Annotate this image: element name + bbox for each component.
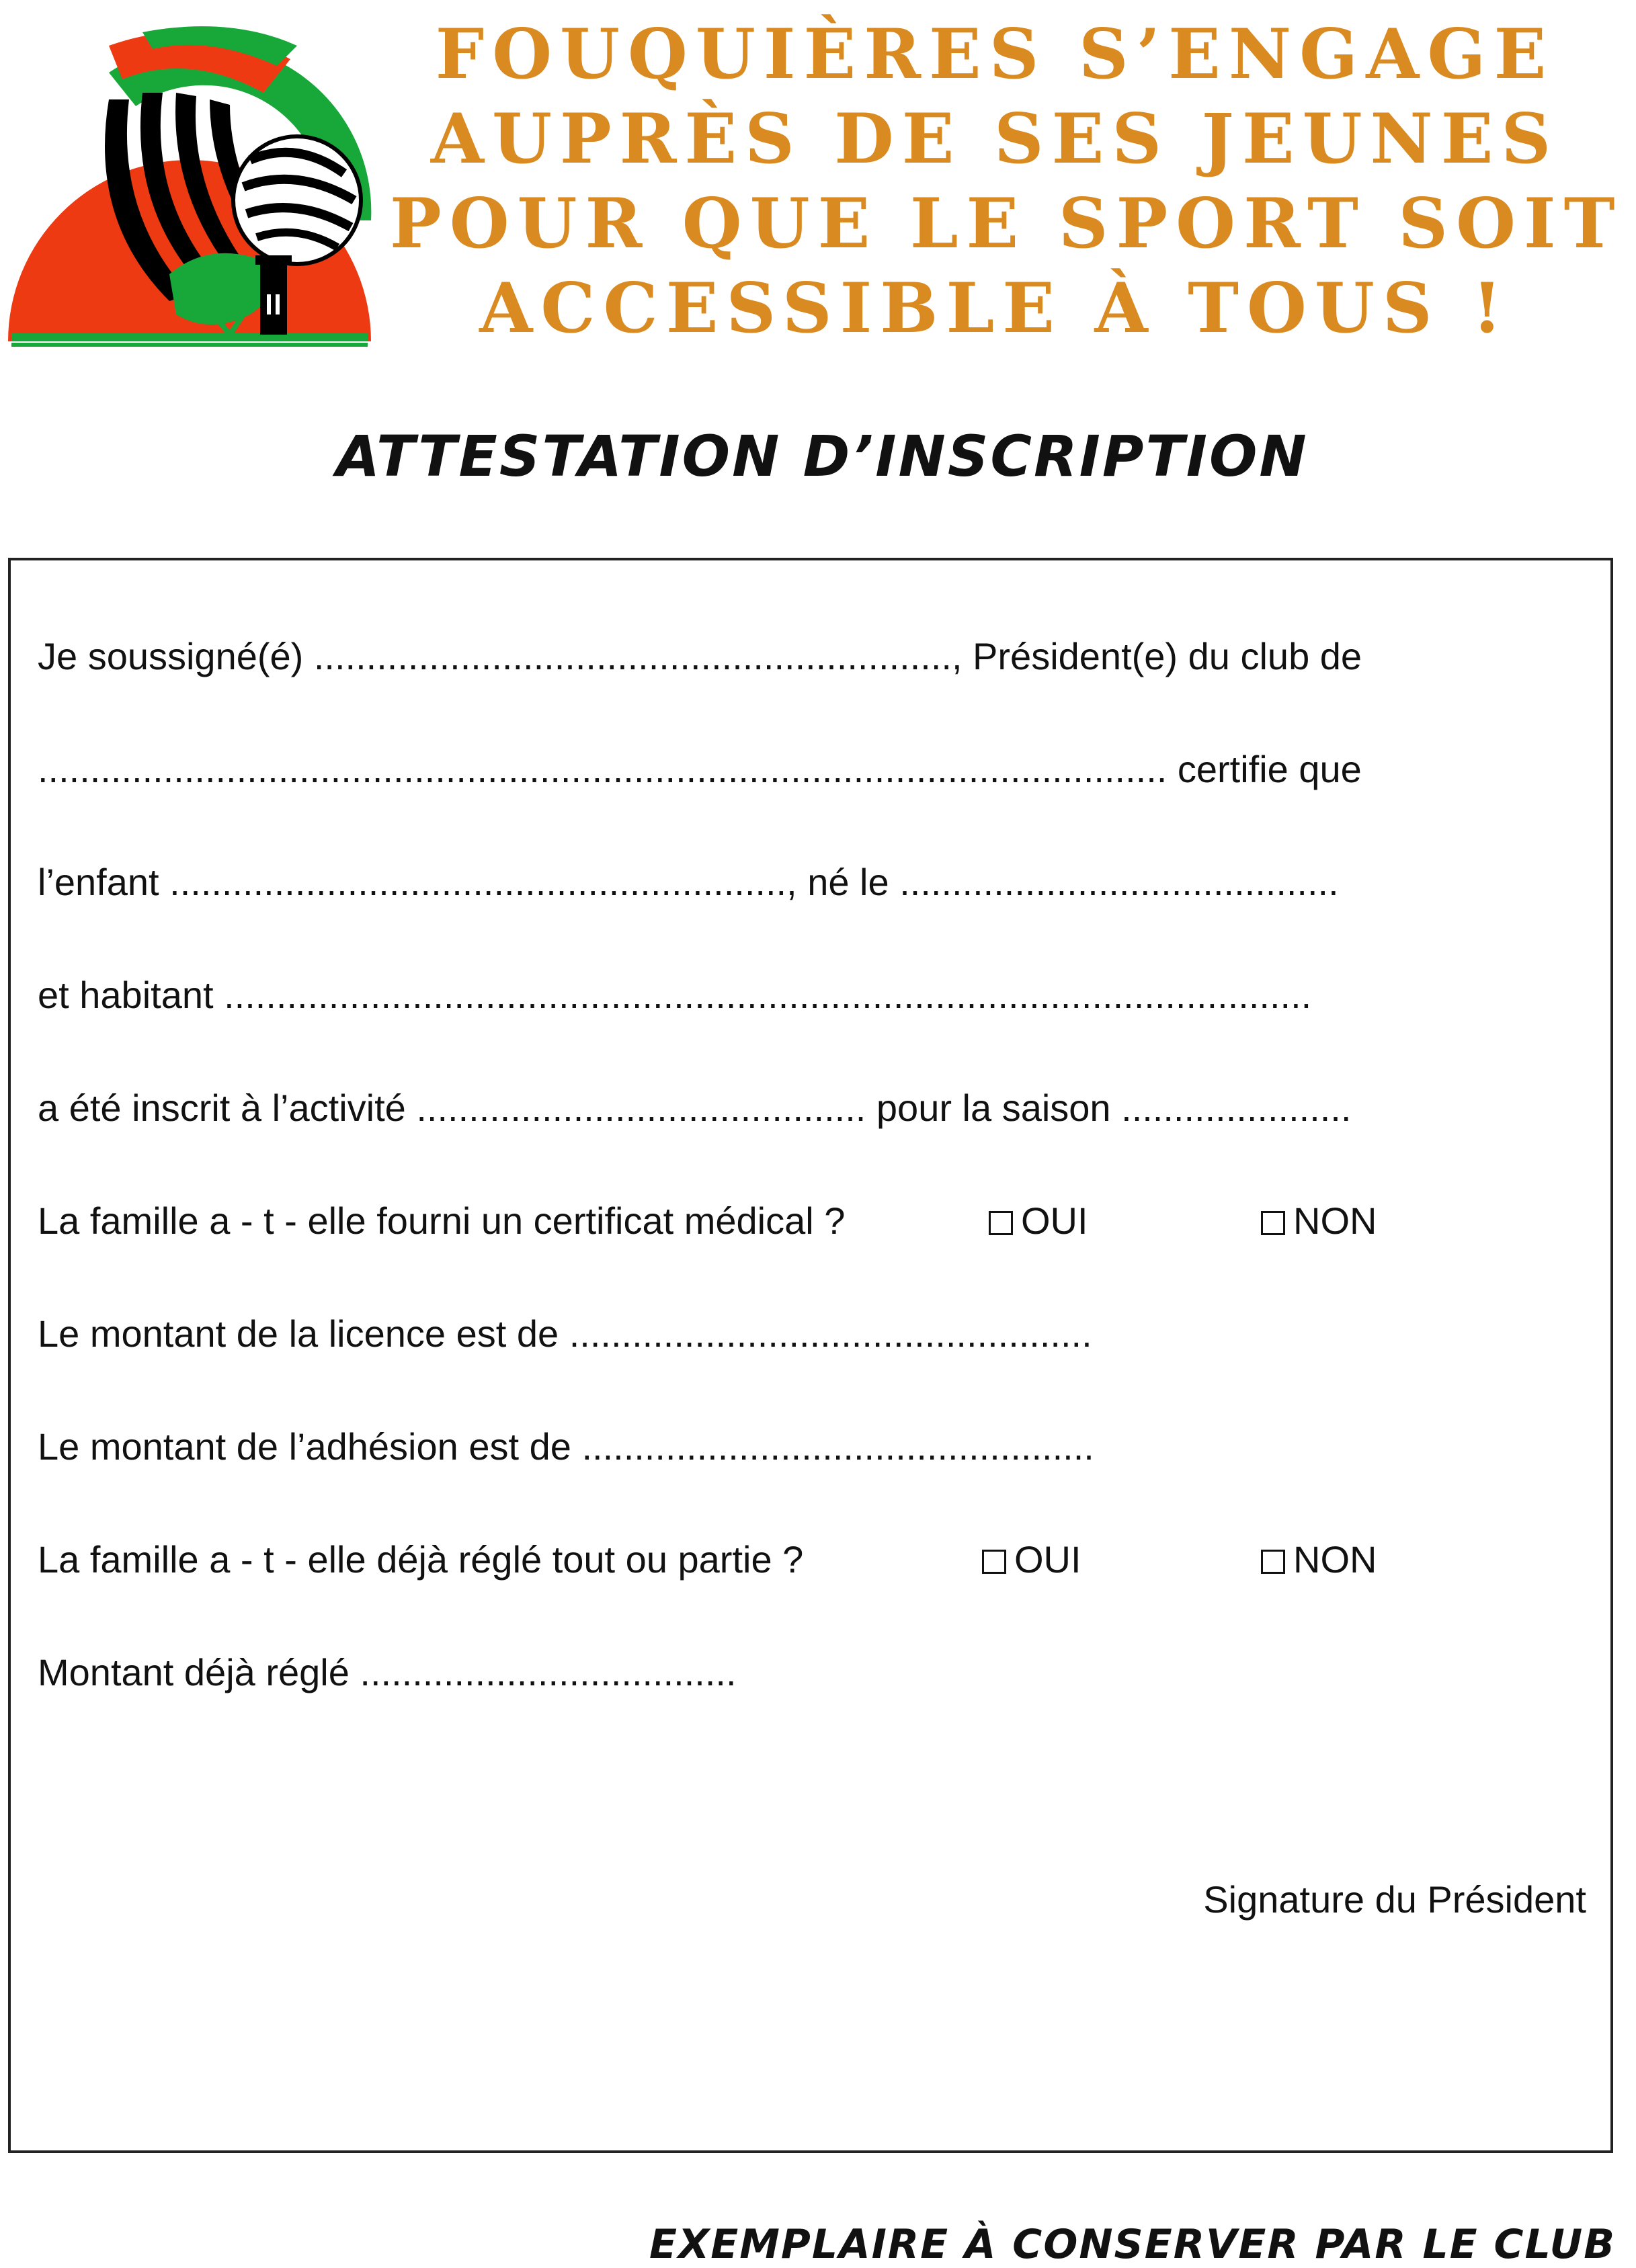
medical-certificate-no-option[interactable] xyxy=(1261,1198,1377,1245)
payment-no-option[interactable] xyxy=(1261,1536,1377,1583)
form-line-paid-amount: Montant déjà réglé .................................... xyxy=(38,1651,737,1693)
form-line-president: Je soussigné(é) ............................................................., Président(e) du club de xyxy=(38,635,1362,677)
payment-no-checkbox[interactable] xyxy=(1261,1550,1285,1574)
form-line-activity: a été inscrit à l’activité ........................................... pour la saison ...................... xyxy=(38,1087,1352,1129)
form-line-membership-amount: Le montant de l’adhésion est de ................................................. xyxy=(38,1425,1094,1468)
fouquieres-logo xyxy=(8,19,374,348)
headline-line-1: FOUQUIÈRES S’ENGAGE xyxy=(435,14,1555,95)
footer-note: EXEMPLAIRE À CONSERVER PAR LE CLUB xyxy=(649,2221,1616,2268)
headline-line-4: ACCESSIBLE À TOUS ! xyxy=(479,268,1510,349)
payment-no-label: NON xyxy=(1293,1538,1377,1581)
headline xyxy=(390,12,1623,351)
form-box xyxy=(8,558,1613,2153)
payment-yes-label: OUI xyxy=(1014,1538,1081,1581)
headline-line-2: AUPRÈS DE SES JEUNES xyxy=(430,99,1559,179)
signature-label: Signature du Président xyxy=(1203,1878,1586,1921)
medical-certificate-no-checkbox[interactable] xyxy=(1261,1211,1285,1235)
medical-certificate-yes-label: OUI xyxy=(1021,1200,1088,1242)
form-line-club: ............................................................................................................ certifie que xyxy=(38,748,1362,790)
form-line-child: l’enfant ..........................................................., né le .......................................... xyxy=(38,861,1339,903)
form-line-medical-question: La famille a - t - elle fourni un certificat médical ? xyxy=(38,1200,846,1242)
payment-yes-option[interactable] xyxy=(982,1536,1081,1583)
medical-certificate-no-label: NON xyxy=(1293,1200,1377,1242)
headline-line-3: POUR QUE LE SPORT SOIT xyxy=(390,183,1623,264)
form-line-license-amount: Le montant de la licence est de .................................................. xyxy=(38,1312,1092,1355)
form-line-address: et habitant ........................................................................................................ xyxy=(38,974,1312,1016)
medical-certificate-yes-checkbox[interactable] xyxy=(989,1211,1013,1235)
medical-certificate-yes-option[interactable] xyxy=(989,1198,1088,1245)
form-line-payment-question: La famille a - t - elle déjà réglé tout ou partie ? xyxy=(38,1538,804,1581)
payment-yes-checkbox[interactable] xyxy=(982,1550,1006,1574)
document-title: ATTESTATION D’INSCRIPTION xyxy=(336,423,1309,489)
